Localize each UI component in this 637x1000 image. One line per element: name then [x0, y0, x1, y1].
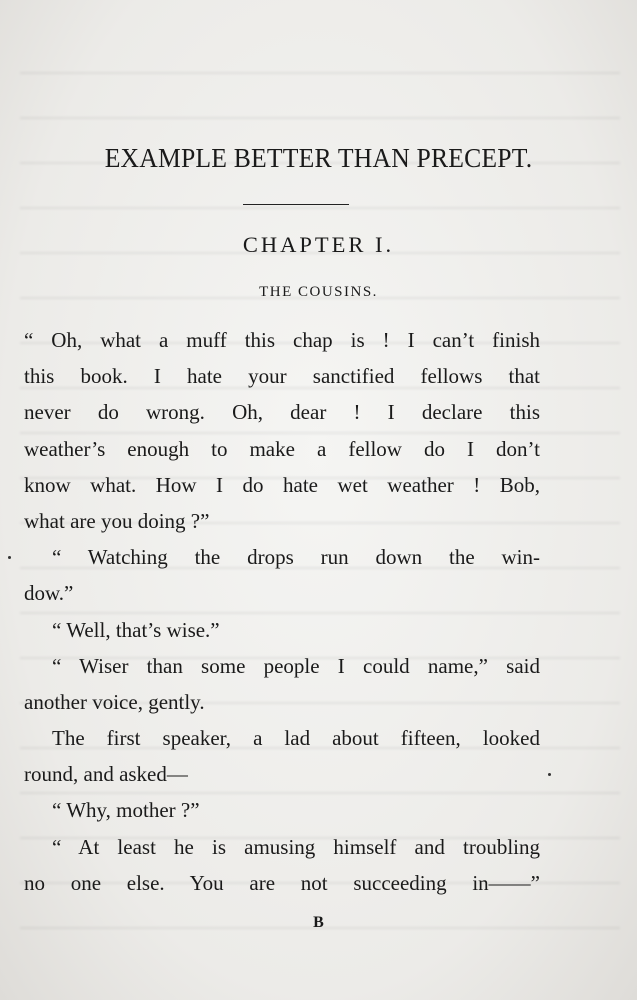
body-text [24, 322, 540, 901]
text-line: never do wrong. Oh, dear ! I declare this [24, 400, 540, 425]
text-line: dow.” [24, 581, 74, 606]
text-line: “ Why, mother ?” [52, 798, 200, 823]
text-line: “ Oh, what a muff this chap is ! I can’t finish [24, 328, 540, 352]
signature-mark: B [313, 914, 324, 931]
print-speck [548, 773, 551, 776]
title-rule [243, 204, 349, 205]
print-speck [8, 556, 11, 559]
chapter-subtitle: THE COUSINS. [259, 284, 378, 300]
text-line: “ Watching the drops run down the win- [52, 545, 540, 570]
text-line: another voice, gently. [24, 689, 205, 714]
chapter-heading: CHAPTER I. [242, 232, 395, 257]
text-line: “ Well, that’s wise.” [52, 617, 220, 642]
text-line: no one else. You are not succeeding in——” [24, 870, 540, 895]
text-line: “ At least he is amusing himself and troubling [52, 834, 540, 859]
text-line: what are you doing ?” [24, 508, 210, 533]
text-line: weather’s enough to make a fellow do I don’t [24, 436, 540, 461]
book-title: EXAMPLE BETTER THAN PRECEPT. [104, 143, 533, 173]
text-line: “ Wiser than some people I could name,” said [52, 653, 540, 678]
text-line: know what. How I do hate wet weather ! Bob, [24, 472, 540, 497]
text-line: The first speaker, a lad about fifteen, looked [52, 726, 540, 751]
text-line: round, and asked— [24, 762, 188, 787]
text-line: this book. I hate your sanctified fellows that [24, 364, 540, 389]
